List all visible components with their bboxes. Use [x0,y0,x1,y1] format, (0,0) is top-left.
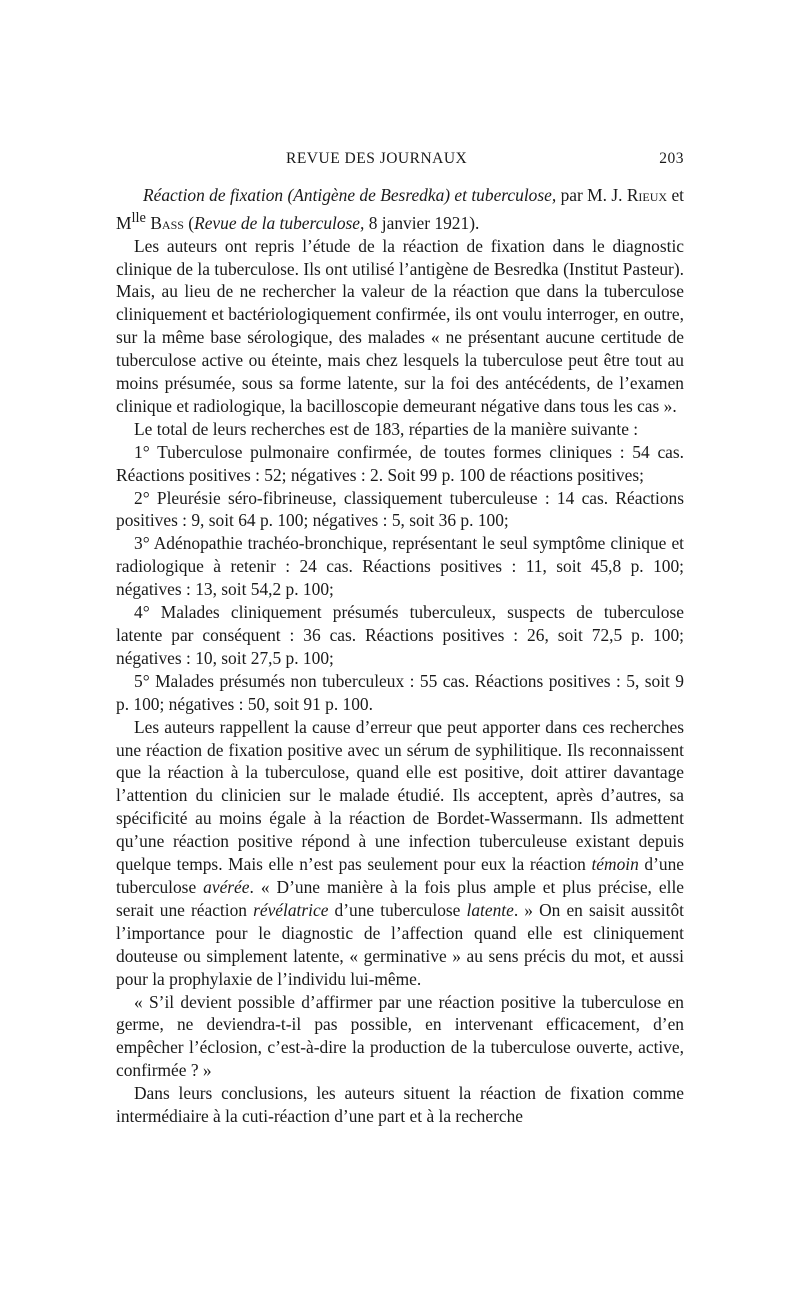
p3-italic-averee: avérée [203,876,250,897]
list-item-1: 1° Tuberculose pulmonaire confirmée, de toutes formes cliniques : 54 cas. Réactions positives : 52; négatives : 2. Soit 99 p. 100 de réactions positives; [116,441,684,485]
list-item-3: 3° Adénopathie trachéo-bronchique, représentant le seul symptôme clinique et radiologique à retenir : 24 cas. Réactions positives : 11, soit 45,8 p. 100; négatives : 13, soit 54,2 p. 100; [116,533,684,600]
page [116,150,684,1128]
paragraph-4: « S’il devient possible d’affirmer par une réaction positive la tuberculose en germe, ne deviendra-t-il pas possible, en intervenant efficacement, d’en empêcher l’éclosion, c’est-à-dire la production de la tuberculose ouverte, active, confirmée ? » [116,991,684,1081]
running-head [116,150,684,176]
list-item-2: 2° Pleurésie séro-fibrineuse, classiquement tuberculeuse : 14 cas. Réactions positives : 9, soit 64 p. 100; négatives : 5, soit 36 p. 100; [116,487,684,531]
page-number: 203 [659,150,684,167]
paragraph-1: Les auteurs ont repris l’étude de la réaction de fixation dans le diagnostic clinique de la tuberculose. Ils ont utilisé l’antigène de Besredka (Institut Pasteur). Mais, au lieu de ne rechercher la valeur de la réaction que dans la tuberculose cliniquement et bactériologiquement confirmée, ils ont voulu interroger, en outre, sur la même base sérologique, des malades « ne présentant aucune certitude de tuberculose active ou éteinte, mais chez lesquels la tuberculose peut être tout au moins présumée, sous sa forme latente, sur la foi des antécédents, de l’examen clinique et radiologique, la bacilloscopie demeurant négative dans tous les cas ». [116,235,684,416]
article-heading [116,184,684,235]
p3-italic-temoin: témoin [591,854,639,875]
author-rieux: Rieux [626,185,668,205]
paragraph-3 [116,716,684,991]
p3-text-b: d’une tuberculose [116,854,684,897]
list-item-5: 5° Malades présumés non tuberculeux : 55 cas. Réactions positives : 5, soit 9 p. 100; négatives : 50, soit 91 p. 100. [116,670,684,714]
author-join: et M [116,185,684,233]
p3-italic-revelatrice: révélatrice [253,899,329,920]
paragraph-5: Dans leurs conclusions, les auteurs situent la réaction de fixation comme intermédiaire à la cuti-réaction d’une part et à la recherche [116,1083,684,1127]
source-date: 8 janvier 1921). [364,212,480,233]
source-journal: Revue de la tuberculose, [194,212,365,233]
title-by: par M. J. [556,185,627,205]
author-bass: Bass [145,212,184,233]
source-open: ( [183,212,195,233]
running-title: REVUE DES JOURNAUX [286,150,468,167]
paragraph-2: Le total de leurs recherches est de 183, réparties de la manière suivante : [134,418,639,439]
article-title: Réaction de fixation (Antigène de Besredka) et tuberculose, [143,185,557,205]
p3-text-e: . » On en saisit aussitôt l’importance pour le diagnostic de l’affection quand elle est cliniquement douteuse ou simplement latente, « germinative » au sens précis du mot, et aussi pour la prophylaxie de l’individu lui-même. [116,899,684,989]
p3-text-c: . « D’une manière à la fois plus ample et plus précise, elle serait une réaction [116,876,684,920]
p3-italic-latente: latente [466,899,514,920]
p3-text-a: Les auteurs rappellent la cause d’erreur que peut apporter dans ces recherches une réaction de fixation positive avec un sérum de syphilitique. Ils reconnaissent que la réaction à la tuberculose, quand elle est positive, doit attirer davantage l’attention du clinicien sur le malade étudié. Ils acceptent, après d’autres, sa spécificité au moins égale à la réaction de Bordet-Wassermann. Ils admettent qu’une réaction positive répond à une infection tuberculeuse existant depuis quelque temps. Mais elle n’est pas seulement pour eux la réaction [116,716,684,875]
p3-text-d: d’une tuberculose [328,899,467,920]
author-title-sup: lle [131,209,146,226]
article-body [116,184,684,1128]
list-item-4: 4° Malades cliniquement présumés tuberculeux, suspects de tuberculose latente par conséquent : 36 cas. Réactions positives : 26, soit 72,5 p. 100; négatives : 10, soit 27,5 p. 100; [116,602,684,668]
